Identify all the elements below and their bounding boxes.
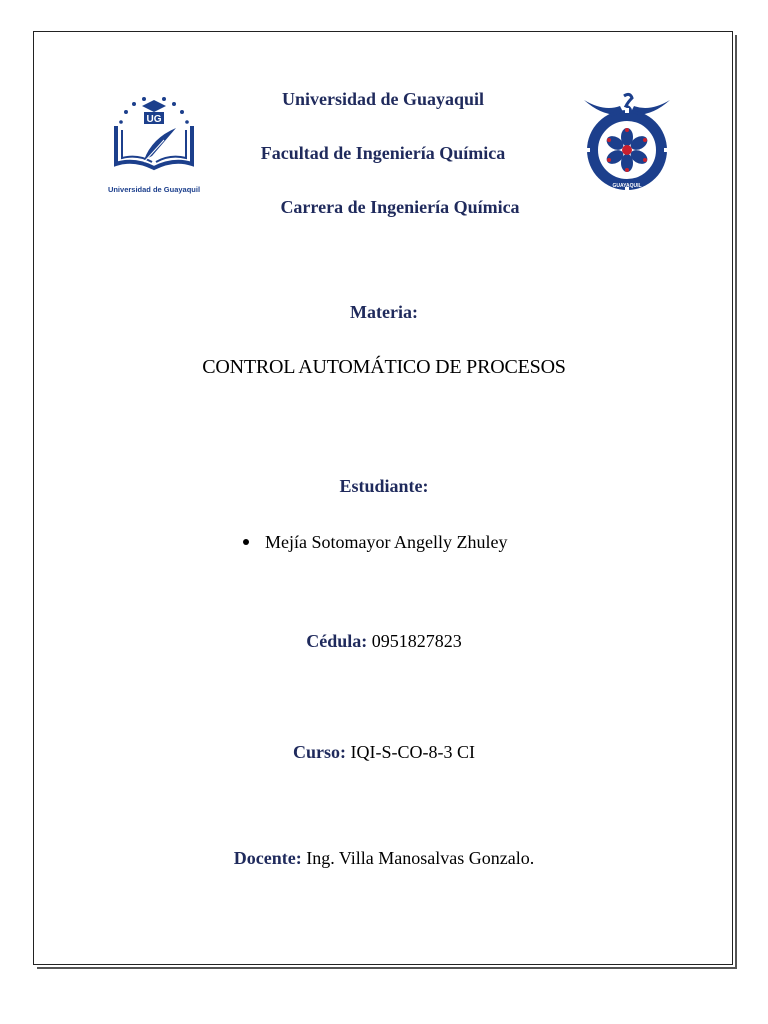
faculty-name: Facultad de Ingeniería Química bbox=[260, 143, 506, 163]
teacher-value: Ing. Villa Manosalvas Gonzalo. bbox=[306, 848, 535, 868]
id-card-value: 0951827823 bbox=[371, 631, 462, 651]
student-list-item bbox=[243, 532, 507, 553]
bullet-icon bbox=[243, 539, 249, 545]
course-value: IQI-S-CO-8-3 CI bbox=[350, 742, 475, 762]
faculty-seal-bottom-text: GUAYAQUIL bbox=[612, 183, 642, 189]
id-card-label: Cédula: bbox=[306, 631, 368, 651]
student-label: Estudiante: bbox=[339, 476, 429, 496]
student-name: Mejía Sotomayor Angelly Zhuley bbox=[265, 532, 508, 552]
course-label: Curso: bbox=[293, 742, 346, 762]
university-name: Universidad de Guayaquil bbox=[281, 89, 485, 109]
subject-label: Materia: bbox=[350, 302, 418, 322]
svg-text:UG: UG bbox=[146, 114, 162, 125]
teacher-label: Docente: bbox=[233, 848, 302, 868]
course-line bbox=[0, 742, 768, 763]
career-name: Carrera de Ingeniería Química bbox=[280, 197, 520, 217]
id-card-line bbox=[0, 631, 768, 652]
teacher-line bbox=[0, 848, 768, 869]
subject-title: CONTROL AUTOMÁTICO DE PROCESOS bbox=[202, 356, 566, 378]
university-logo-caption: Universidad de Guayaquil bbox=[107, 185, 201, 194]
